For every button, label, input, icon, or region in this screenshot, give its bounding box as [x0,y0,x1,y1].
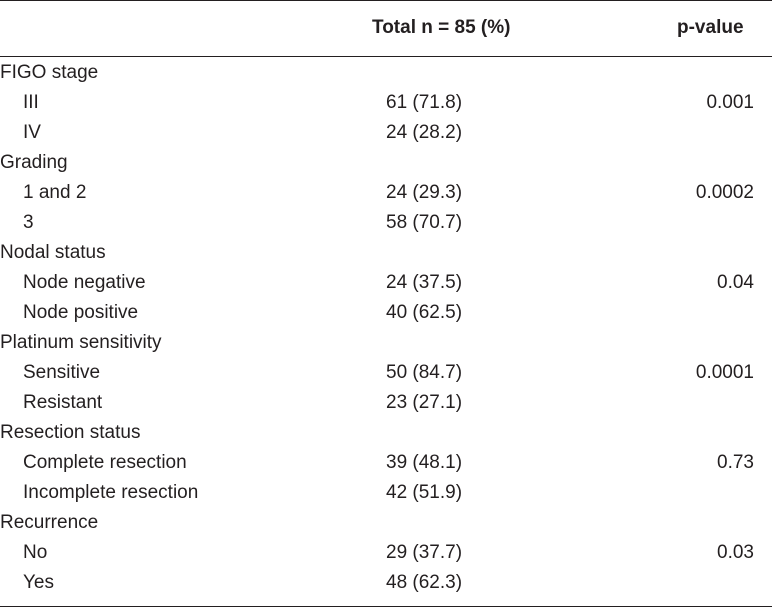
group-label: Platinum sensitivity [0,332,162,353]
group-row [0,417,772,447]
row-label: Resistant [23,392,103,413]
row-label: Sensitive [23,362,101,383]
row-label: No [23,542,48,563]
table-row [0,177,772,207]
table-row [0,477,772,507]
row-p-value: 0.04 [717,272,754,293]
row-total: 48 (62.3) [386,572,463,593]
row-label: Node negative [23,272,146,293]
table-row [0,387,772,417]
row-total: 42 (51.9) [386,482,463,503]
row-label: Yes [23,572,54,593]
row-p-value: 0.73 [717,452,754,473]
group-label: Recurrence [0,512,99,533]
header-p-value: p-value [677,17,744,38]
table-row [0,267,772,297]
table-row [0,357,772,387]
row-total: 58 (70.7) [386,212,463,233]
group-label: Nodal status [0,242,106,263]
row-p-value: 0.0002 [695,182,754,203]
group-row [0,237,772,267]
row-total: 24 (28.2) [386,122,463,143]
row-total: 40 (62.5) [386,302,463,323]
table-row [0,207,772,237]
row-total: 24 (37.5) [386,272,463,293]
header-total: Total n = 85 (%) [372,17,511,38]
group-label: FIGO stage [0,62,99,83]
row-label: Complete resection [23,452,187,473]
table-row [0,297,772,327]
table-row [0,537,772,567]
row-total: 23 (27.1) [386,392,463,413]
row-p-value: 0.03 [717,542,754,563]
row-total: 39 (48.1) [386,452,463,473]
row-label: IV [23,122,41,143]
group-label: Grading [0,152,68,173]
row-label: Node positive [23,302,139,323]
group-row [0,57,772,87]
table-row [0,567,772,597]
row-label: 3 [23,212,34,233]
group-label: Resection status [0,422,141,443]
row-total: 50 (84.7) [386,362,463,383]
row-total: 61 (71.8) [386,92,463,113]
table-row [0,117,772,147]
table-row [0,87,772,117]
row-p-value: 0.0001 [695,362,754,383]
table-body [0,57,772,606]
row-total: 29 (37.7) [386,542,463,563]
table-row [0,447,772,477]
table-header [0,0,772,56]
row-p-value: 0.001 [706,92,754,113]
row-label: III [23,92,39,113]
row-label: 1 and 2 [23,182,87,203]
group-row [0,147,772,177]
row-total: 24 (29.3) [386,182,463,203]
row-label: Incomplete resection [23,482,199,503]
group-row [0,507,772,537]
group-row [0,327,772,357]
